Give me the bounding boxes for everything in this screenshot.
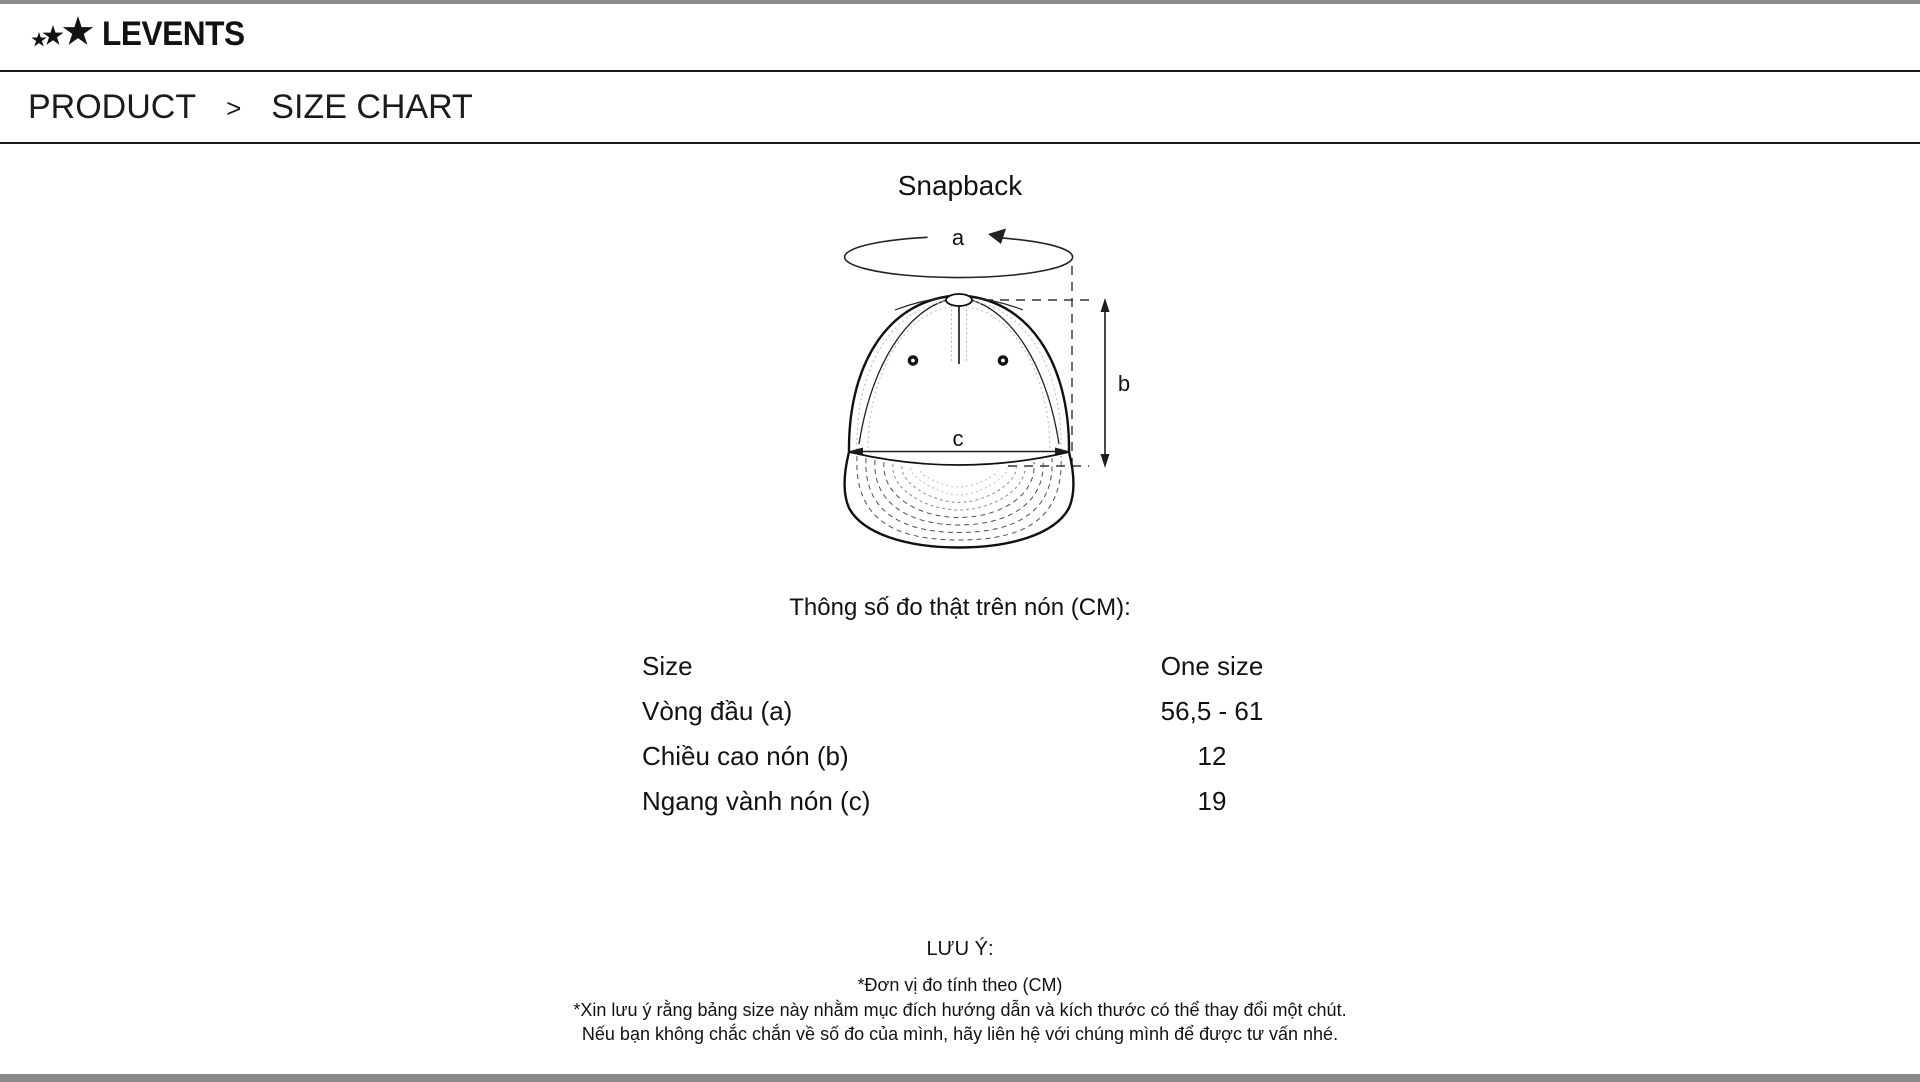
measure-c-label: c bbox=[952, 426, 964, 451]
cap-button bbox=[946, 294, 972, 306]
brand-logo[interactable] bbox=[30, 14, 255, 52]
table-row bbox=[642, 689, 1312, 734]
breadcrumb-item-size-chart[interactable]: SIZE CHART bbox=[271, 88, 473, 126]
table-row bbox=[642, 779, 1312, 824]
notes-section bbox=[0, 938, 1920, 1047]
table-row-label: Size bbox=[642, 651, 693, 681]
note-line: Nếu bạn không chắc chắn về số đo của mình, hãy liên hệ với chúng mình để được tư vấn nhé. bbox=[581, 1024, 1339, 1044]
breadcrumb-divider bbox=[0, 142, 1920, 144]
table-row-value: 56,5 - 61 bbox=[1160, 696, 1264, 726]
table-row bbox=[642, 644, 1312, 689]
arrowhead-a-icon bbox=[988, 229, 1006, 245]
breadcrumb-separator-icon: > bbox=[226, 93, 242, 123]
bottom-frame-bar bbox=[0, 1074, 1920, 1082]
size-table-title: Thông số đo thật trên nón (CM): bbox=[789, 594, 1131, 621]
note-line: *Đơn vị đo tính theo (CM) bbox=[857, 975, 1063, 995]
table-row-label: Ngang vành nón (c) bbox=[642, 786, 871, 816]
size-table bbox=[642, 644, 1312, 824]
right-eyelet bbox=[999, 357, 1006, 364]
table-row-label: Vòng đầu (a) bbox=[642, 696, 793, 726]
page-title: Snapback bbox=[897, 170, 1023, 201]
table-row-value: 12 bbox=[1197, 741, 1227, 771]
cap-brim bbox=[844, 452, 1073, 548]
table-row-value: 19 bbox=[1197, 786, 1227, 816]
measure-b-arrow bbox=[1101, 298, 1110, 468]
left-eyelet bbox=[909, 357, 916, 364]
measure-a-label: a bbox=[951, 225, 965, 250]
header-divider bbox=[0, 70, 1920, 72]
table-row bbox=[642, 734, 1312, 779]
table-row-label: Chiều cao nón (b) bbox=[642, 741, 849, 771]
note-line: *Xin lưu ý rằng bảng size này nhằm mục đích hướng dẫn và kích thước có thể thay đổi một chút. bbox=[573, 999, 1347, 1020]
notes-title: LƯU Ý: bbox=[926, 938, 994, 960]
breadcrumb bbox=[28, 88, 473, 127]
stars-icon bbox=[30, 14, 100, 52]
table-row-value: One size bbox=[1160, 651, 1264, 681]
breadcrumb-item-product[interactable]: PRODUCT bbox=[28, 88, 197, 126]
brand-name: LEVENTS bbox=[102, 15, 245, 53]
top-frame-bar bbox=[0, 0, 1920, 4]
measure-b-label: b bbox=[1117, 371, 1131, 396]
cap-measurement-diagram bbox=[790, 215, 1180, 560]
